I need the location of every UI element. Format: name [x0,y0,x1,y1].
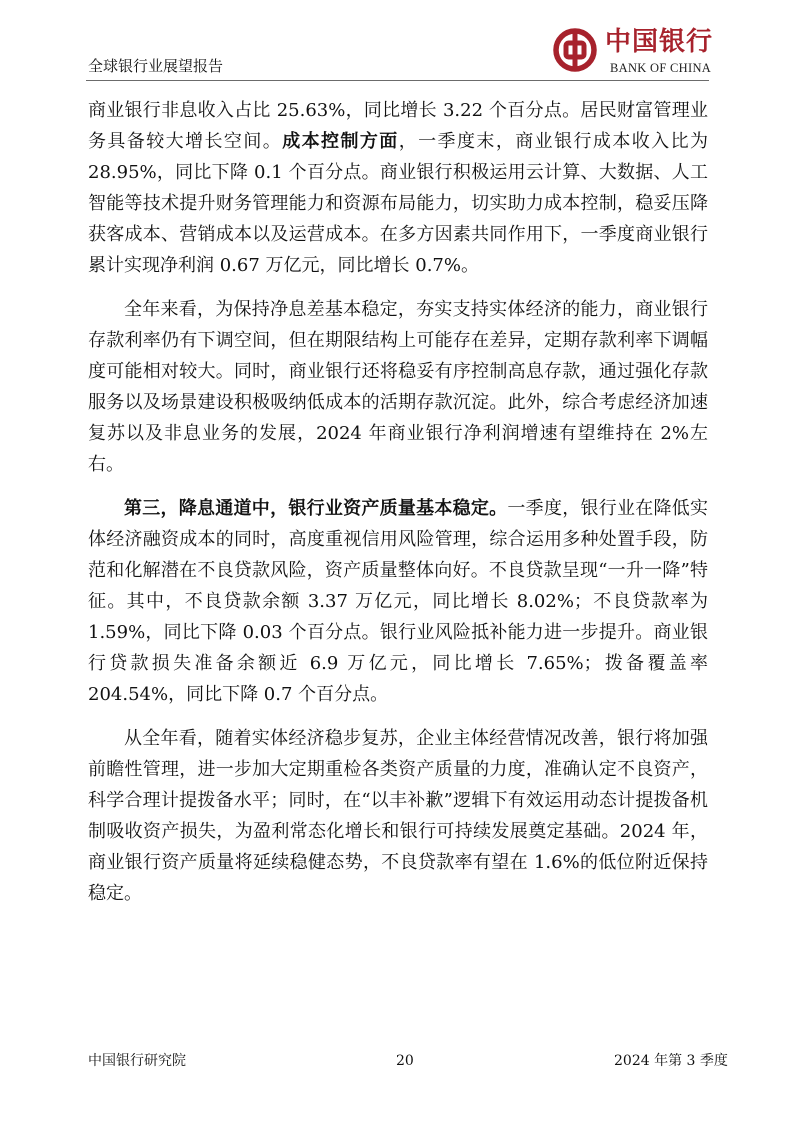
paragraph-3-text: 一季度，银行业在降低实体经济融资成本的同时，高度重视信用风险管理，综合运用多种处置手段，防范和化解潜在不良贷款风险，资产质量整体向好。不良贷款呈现“一升一降”特征。其中，不良贷款余额 3.37 万亿元，同比增长 8.02%；不良贷款率为 1.59%，同比下降 0.03 个百分点。银行业风险抵补能力进一步提升。商业银行贷款损失准备余额近 6.9 万亿元，同比增长 7.65%；拨备覆盖率 204.54%，同比下降 0.7 个百分点。 [88,498,709,705]
paragraph-4: 从全年看，随着实体经济稳步复苏，企业主体经营情况改善，银行将加强前瞻性管理，进一步加大定期重检各类资产质量的力度，准确认定不良资产，科学合理计提拨备水平；同时，在“以丰补歉”逻辑下有效运用动态计提拨备机制吸收资产损失，为盈利常态化增长和银行可持续发展奠定基础。2024 年，商业银行资产质量将延续稳健态势，不良贷款率有望在 1.6%的低位附近保持稳定。 [88,728,708,904]
paragraph-1 [88,95,708,281]
bank-logo [553,26,713,82]
paragraph-1-text-b: ，一季度末，商业银行成本收入比为 28.95%，同比下降 0.1 个百分点。商业银行积极运用云计算、大数据、人工智能等技术提升财务管理能力和资源布局能力，切实助力成本控制，稳妥压降获客成本、营销成本以及运营成本。在多方因素共同作用下，一季度商业银行累计实现净利润 0.67 万亿元，同比增长 0.7%。 [88,131,709,276]
report-body [88,95,708,909]
header-divider [86,80,709,81]
report-title: 全球银行业展望报告 [88,57,224,75]
paragraph-1-text-a: 商业银行非息收入占比 25.63%，同比增长 3.22 个百分点。居民财富管理业务具备较大增长空间。 [88,100,708,152]
page-number: 20 [396,1053,414,1069]
footer-period: 2024 年第 3 季度 [614,1053,728,1069]
paragraph-2: 全年来看，为保持净息差基本稳定，夯实支持实体经济的能力，商业银行存款利率仍有下调空间，但在期限结构上可能存在差异，定期存款利率下调幅度可能相对较大。同时，商业银行还将稳妥有序控制高息存款，通过强化存款服务以及场景建设积极吸纳低成本的活期存款沉淀。此外，综合考虑经济加速复苏以及非息业务的发展，2024 年商业银行净利润增速有望维持在 2%左右。 [88,299,708,475]
logo-english-name: BANK OF CHINA [610,61,712,75]
bank-of-china-emblem-icon [553,28,597,72]
logo-chinese-name: 中国银行 [605,27,714,57]
paragraph-1-bold-heading: 成本控制方面 [282,131,399,152]
paragraph-3 [88,493,708,710]
footer-publisher: 中国银行研究院 [88,1053,186,1069]
paragraph-3-bold-heading: 第三，降息通道中，银行业资产质量基本稳定。 [124,498,508,519]
